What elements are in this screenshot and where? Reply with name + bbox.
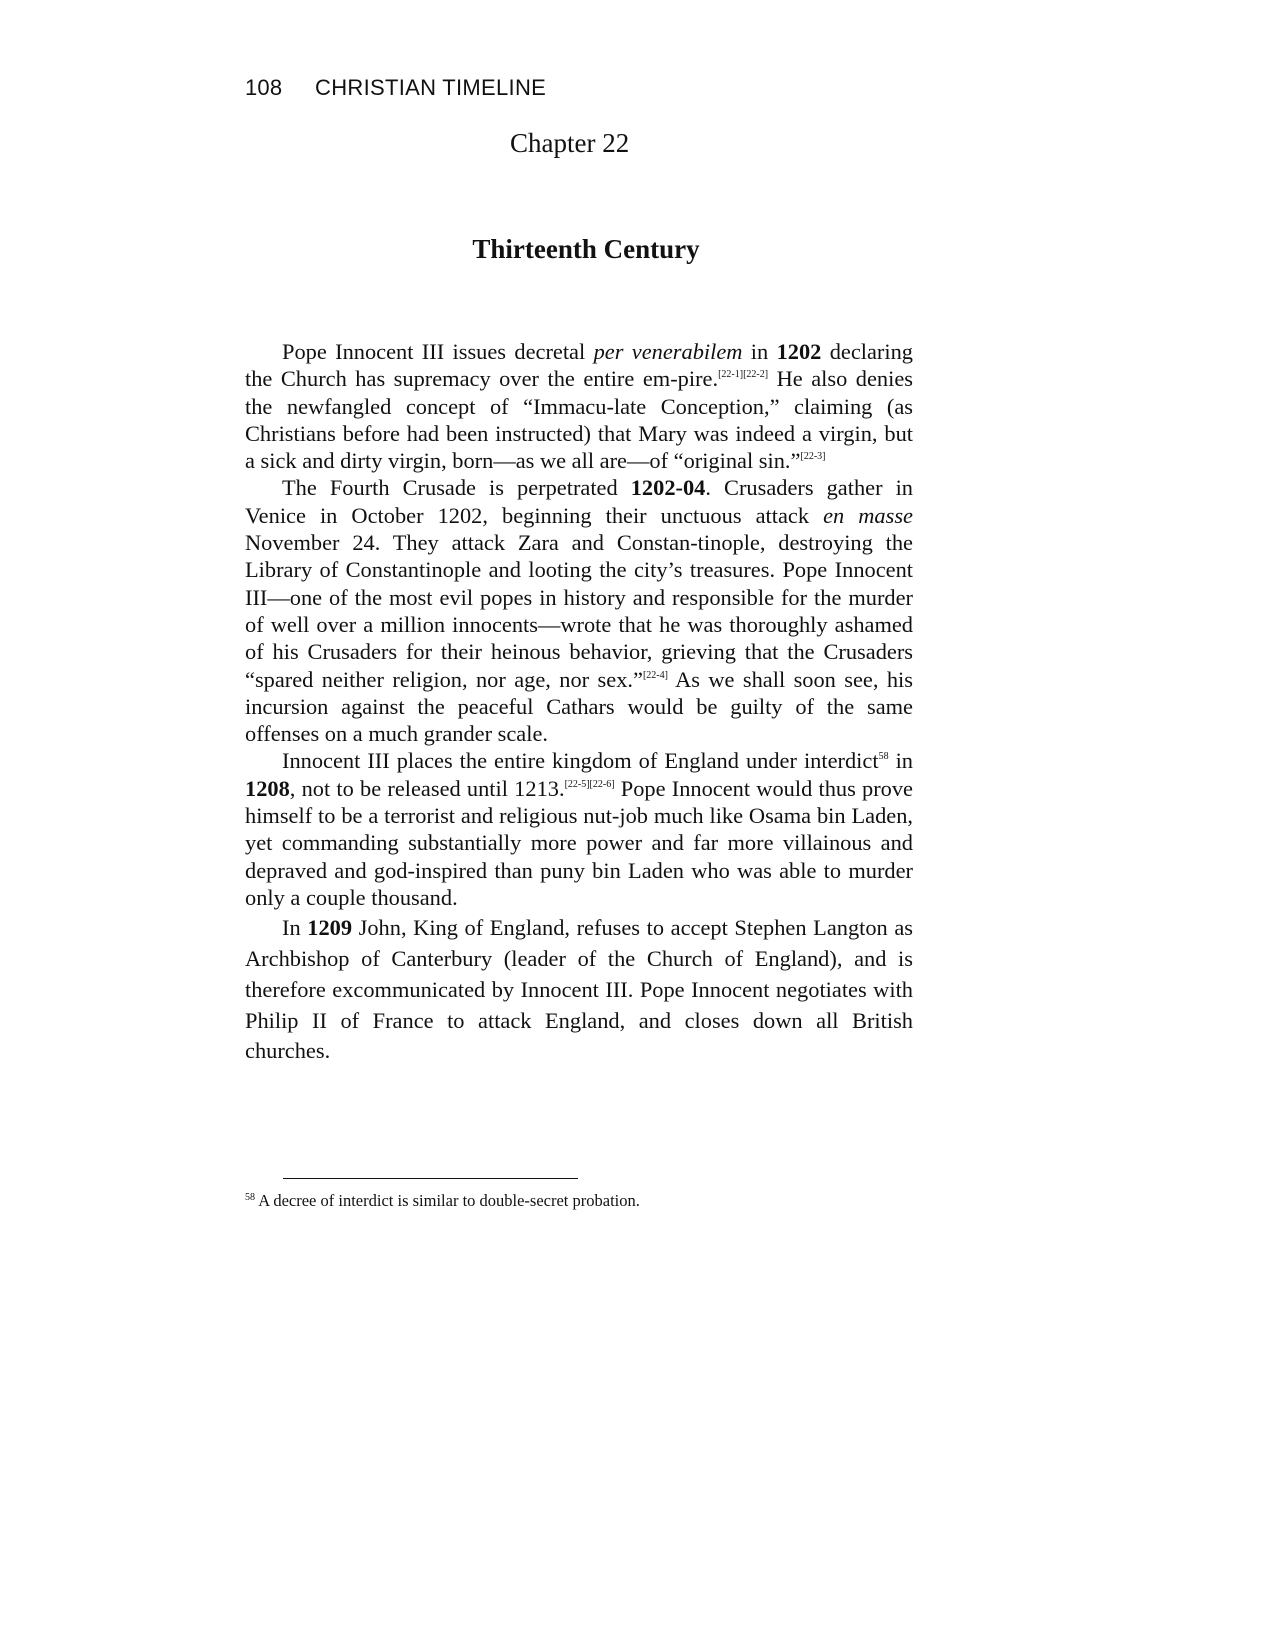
citation-marker: [22-3] — [800, 451, 826, 463]
page-number: 108 — [245, 75, 283, 100]
text-run: , not to be released until 1213. — [289, 775, 565, 801]
year-bold: 1202 — [776, 339, 822, 364]
footnote — [245, 1190, 913, 1212]
paragraph-1 — [245, 338, 913, 474]
text-run: November 24. They attack Zara and Constan-tinople, destroying the Library of Constantinople and looting the city’s treasures. Pope Innocent III—one of the most evil popes in history and responsible for the murder of well over a million innocents—wrote that he was thoroughly ashamed of his Crusaders for their heinous behavior, grieving that the Crusaders “spared neither religion, nor age, nor sex.” — [245, 530, 913, 692]
chapter-title: Thirteenth Century — [472, 234, 700, 264]
text-run: He also denies the newfangled concept of “Immacu-late Conception,” claiming (as Christians before had been instructed) that Mary was indeed a virgin, but a sick and dirty virgin, born—as we all are—of “original sin.” — [245, 366, 913, 474]
year-bold: 1202-04 — [630, 475, 706, 501]
running-head: CHRISTIAN TIMELINE — [315, 75, 547, 100]
text-run: As we shall soon see, his incursion against the peaceful Cathars would be guilty of the same offenses on a much grander scale. — [245, 666, 913, 747]
footnote-text: A decree of interdict is similar to double-secret probation. — [255, 1191, 640, 1210]
text-run: declaring the Church has supremacy over the entire em-pire. — [245, 339, 913, 392]
citation-marker: [22-1][22-2] — [718, 369, 769, 381]
year-bold: 1208 — [245, 775, 290, 801]
text-run: in — [742, 339, 777, 364]
body-text — [245, 338, 913, 1067]
paragraph-3 — [245, 747, 913, 911]
footnote-reference: 58 — [878, 751, 889, 763]
footnote-divider — [283, 1178, 578, 1179]
year-bold: 1209 — [307, 915, 353, 941]
text-run: In — [282, 915, 308, 941]
citation-marker: [22-5][22-6] — [564, 778, 615, 790]
text-run: in — [888, 748, 913, 774]
citation-marker: [22-4] — [642, 669, 668, 681]
text-run: Pope Innocent would thus prove himself to be a terrorist and religious nut-job much like Osama bin Laden, yet commanding substantially more power and far more villainous and depraved and god-inspired than puny bin Laden who was able to murder only a couple thousand. — [245, 775, 913, 910]
text-run: Pope Innocent III issues decretal — [282, 339, 594, 364]
paragraph-4 — [245, 913, 913, 1067]
text-run: The Fourth Crusade is perpetrated — [282, 475, 631, 501]
italic-term: per venerabilem — [593, 339, 743, 364]
italic-term: en masse — [823, 502, 913, 528]
text-run: John, King of England, refuses to accept Stephen Langton as Archbishop of Canterbury (leader of the Church of England), and is therefore excommunicated by Innocent III. Pope Innocent negotiates with Philip II of France to attack England, and closes down all British churches. — [245, 915, 914, 1064]
footnote-number: 58 — [245, 1192, 255, 1203]
text-run: . Crusaders gather in Venice in October 1202, beginning their unctuous attack — [245, 475, 913, 528]
chapter-label: Chapter 22 — [510, 128, 630, 158]
paragraph-2 — [245, 474, 913, 747]
text-run: Innocent III places the entire kingdom of England under interdict — [282, 748, 879, 774]
